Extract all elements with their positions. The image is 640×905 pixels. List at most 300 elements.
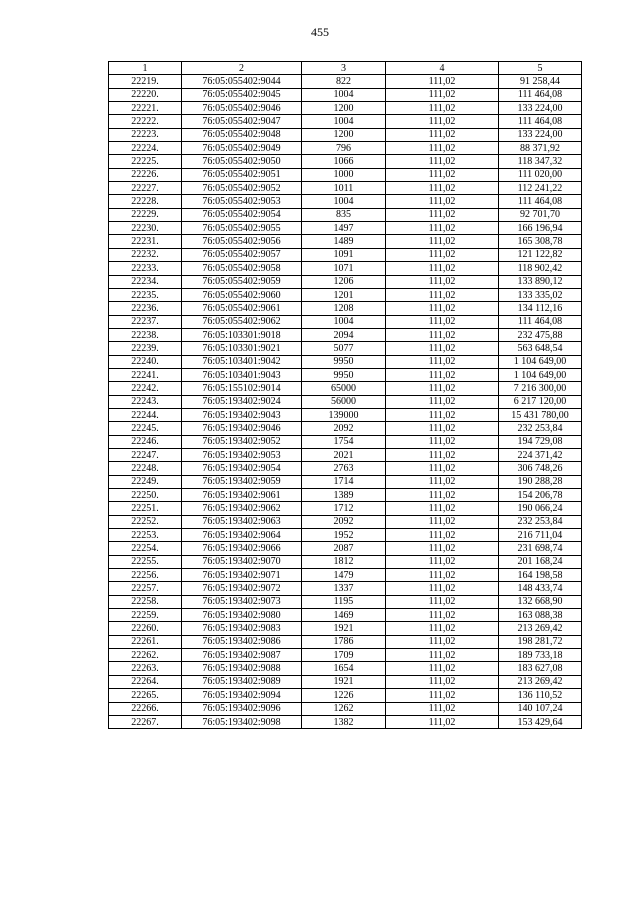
- table-row: [109, 662, 582, 675]
- rate-cell: 111,02: [386, 582, 499, 595]
- row-number-cell: 22253.: [109, 529, 182, 542]
- row-number-cell: 22262.: [109, 649, 182, 662]
- cadastral-number-cell: 76:05:055402:9062: [182, 315, 302, 328]
- row-number-cell: 22223.: [109, 128, 182, 141]
- row-number-cell: 22229.: [109, 208, 182, 221]
- cadastral-number-cell: 76:05:193402:9098: [182, 715, 302, 728]
- value-cell: 194 729,08: [499, 435, 582, 448]
- value-cell: 190 066,24: [499, 502, 582, 515]
- area-cell: 1066: [302, 155, 386, 168]
- value-cell: 183 627,08: [499, 662, 582, 675]
- rate-cell: 111,02: [386, 142, 499, 155]
- cadastral-number-cell: 76:05:193402:9096: [182, 702, 302, 715]
- rate-cell: 111,02: [386, 115, 499, 128]
- area-cell: 1812: [302, 555, 386, 568]
- cadastral-number-cell: 76:05:193402:9086: [182, 635, 302, 648]
- data-table: [108, 61, 582, 729]
- area-cell: 1709: [302, 649, 386, 662]
- row-number-cell: 22245.: [109, 422, 182, 435]
- area-cell: 1712: [302, 502, 386, 515]
- table-row: [109, 128, 582, 141]
- area-cell: 835: [302, 208, 386, 221]
- cadastral-number-cell: 76:05:193402:9052: [182, 435, 302, 448]
- value-cell: 165 308,78: [499, 235, 582, 248]
- cadastral-number-cell: 76:05:055402:9044: [182, 75, 302, 88]
- table-row: [109, 115, 582, 128]
- area-cell: 2092: [302, 515, 386, 528]
- rate-cell: 111,02: [386, 195, 499, 208]
- area-cell: 2087: [302, 542, 386, 555]
- value-cell: 136 110,52: [499, 689, 582, 702]
- rate-cell: 111,02: [386, 408, 499, 421]
- row-number-cell: 22220.: [109, 88, 182, 101]
- area-cell: 1000: [302, 168, 386, 181]
- table-row: [109, 395, 582, 408]
- cadastral-number-cell: 76:05:055402:9056: [182, 235, 302, 248]
- area-cell: 2763: [302, 462, 386, 475]
- table-row: [109, 635, 582, 648]
- cadastral-number-cell: 76:05:055402:9053: [182, 195, 302, 208]
- value-cell: 198 281,72: [499, 635, 582, 648]
- rate-cell: 111,02: [386, 422, 499, 435]
- row-number-cell: 22256.: [109, 569, 182, 582]
- area-cell: 1091: [302, 248, 386, 261]
- rate-cell: 111,02: [386, 288, 499, 301]
- value-cell: 133 335,02: [499, 288, 582, 301]
- table-row: [109, 702, 582, 715]
- cadastral-number-cell: 76:05:103401:9042: [182, 355, 302, 368]
- rate-cell: 111,02: [386, 88, 499, 101]
- area-cell: 1262: [302, 702, 386, 715]
- area-cell: 1004: [302, 115, 386, 128]
- rate-cell: 111,02: [386, 395, 499, 408]
- area-cell: 1479: [302, 569, 386, 582]
- row-number-cell: 22246.: [109, 435, 182, 448]
- rate-cell: 111,02: [386, 368, 499, 381]
- cadastral-number-cell: 76:05:193402:9066: [182, 542, 302, 555]
- cadastral-number-cell: 76:05:193402:9054: [182, 462, 302, 475]
- row-number-cell: 22228.: [109, 195, 182, 208]
- rate-cell: 111,02: [386, 649, 499, 662]
- area-cell: 1952: [302, 529, 386, 542]
- value-cell: 306 748,26: [499, 462, 582, 475]
- rate-cell: 111,02: [386, 208, 499, 221]
- rate-cell: 111,02: [386, 235, 499, 248]
- table-row: [109, 542, 582, 555]
- rate-cell: 111,02: [386, 128, 499, 141]
- row-number-cell: 22219.: [109, 75, 182, 88]
- rate-cell: 111,02: [386, 448, 499, 461]
- value-cell: 7 216 300,00: [499, 382, 582, 395]
- value-cell: 232 253,84: [499, 422, 582, 435]
- rate-cell: 111,02: [386, 275, 499, 288]
- cadastral-number-cell: 76:05:193402:9064: [182, 529, 302, 542]
- column-header-4: 4: [386, 62, 499, 75]
- table-row: [109, 595, 582, 608]
- area-cell: 9950: [302, 368, 386, 381]
- cadastral-number-cell: 76:05:193402:9073: [182, 595, 302, 608]
- row-number-cell: 22250.: [109, 489, 182, 502]
- value-cell: 88 371,92: [499, 142, 582, 155]
- value-cell: 1 104 649,00: [499, 355, 582, 368]
- rate-cell: 111,02: [386, 515, 499, 528]
- cadastral-number-cell: 76:05:193402:9053: [182, 448, 302, 461]
- rate-cell: 111,02: [386, 355, 499, 368]
- value-cell: 133 224,00: [499, 128, 582, 141]
- value-cell: 232 253,84: [499, 515, 582, 528]
- area-cell: 1337: [302, 582, 386, 595]
- value-cell: 133 890,12: [499, 275, 582, 288]
- table-row: [109, 715, 582, 728]
- cadastral-number-cell: 76:05:193402:9046: [182, 422, 302, 435]
- rate-cell: 111,02: [386, 609, 499, 622]
- row-number-cell: 22257.: [109, 582, 182, 595]
- rate-cell: 111,02: [386, 622, 499, 635]
- rate-cell: 111,02: [386, 315, 499, 328]
- cadastral-number-cell: 76:05:055402:9045: [182, 88, 302, 101]
- cadastral-number-cell: 76:05:193402:9043: [182, 408, 302, 421]
- area-cell: 796: [302, 142, 386, 155]
- table-row: [109, 262, 582, 275]
- table-row: [109, 88, 582, 101]
- table-row: [109, 609, 582, 622]
- area-cell: 1714: [302, 475, 386, 488]
- cadastral-number-cell: 76:05:103301:9021: [182, 342, 302, 355]
- row-number-cell: 22233.: [109, 262, 182, 275]
- area-cell: 5077: [302, 342, 386, 355]
- row-number-cell: 22249.: [109, 475, 182, 488]
- value-cell: 213 269,42: [499, 675, 582, 688]
- cadastral-number-cell: 76:05:055402:9047: [182, 115, 302, 128]
- row-number-cell: 22241.: [109, 368, 182, 381]
- table-row: [109, 75, 582, 88]
- row-number-cell: 22226.: [109, 168, 182, 181]
- value-cell: 118 347,32: [499, 155, 582, 168]
- area-cell: 822: [302, 75, 386, 88]
- area-cell: 1206: [302, 275, 386, 288]
- rate-cell: 111,02: [386, 222, 499, 235]
- table-row: [109, 275, 582, 288]
- rate-cell: 111,02: [386, 595, 499, 608]
- rate-cell: 111,02: [386, 675, 499, 688]
- row-number-cell: 22236.: [109, 302, 182, 315]
- value-cell: 231 698,74: [499, 542, 582, 555]
- rate-cell: 111,02: [386, 342, 499, 355]
- rate-cell: 111,02: [386, 328, 499, 341]
- table-row: [109, 555, 582, 568]
- area-cell: 1469: [302, 609, 386, 622]
- table-body: [109, 75, 582, 729]
- cadastral-number-cell: 76:05:103401:9043: [182, 368, 302, 381]
- table-row: [109, 689, 582, 702]
- table-row: [109, 675, 582, 688]
- row-number-cell: 22254.: [109, 542, 182, 555]
- value-cell: 189 733,18: [499, 649, 582, 662]
- area-cell: 1071: [302, 262, 386, 275]
- row-number-cell: 22261.: [109, 635, 182, 648]
- value-cell: 153 429,64: [499, 715, 582, 728]
- row-number-cell: 22227.: [109, 182, 182, 195]
- value-cell: 140 107,24: [499, 702, 582, 715]
- row-number-cell: 22235.: [109, 288, 182, 301]
- row-number-cell: 22265.: [109, 689, 182, 702]
- value-cell: 224 371,42: [499, 448, 582, 461]
- cadastral-number-cell: 76:05:193402:9063: [182, 515, 302, 528]
- cadastral-number-cell: 76:05:055402:9055: [182, 222, 302, 235]
- table-row: [109, 569, 582, 582]
- table-row: [109, 515, 582, 528]
- cadastral-number-cell: 76:05:193402:9062: [182, 502, 302, 515]
- value-cell: 92 701,70: [499, 208, 582, 221]
- value-cell: 111 464,08: [499, 315, 582, 328]
- cadastral-number-cell: 76:05:055402:9052: [182, 182, 302, 195]
- rate-cell: 111,02: [386, 168, 499, 181]
- table-row: [109, 448, 582, 461]
- cadastral-number-cell: 76:05:193402:9059: [182, 475, 302, 488]
- table-row: [109, 368, 582, 381]
- cadastral-number-cell: 76:05:103301:9018: [182, 328, 302, 341]
- row-number-cell: 22224.: [109, 142, 182, 155]
- area-cell: 1208: [302, 302, 386, 315]
- value-cell: 134 112,16: [499, 302, 582, 315]
- rate-cell: 111,02: [386, 435, 499, 448]
- column-header-1: 1: [109, 62, 182, 75]
- cadastral-number-cell: 76:05:055402:9050: [182, 155, 302, 168]
- row-number-cell: 22259.: [109, 609, 182, 622]
- value-cell: 111 464,08: [499, 115, 582, 128]
- cadastral-number-cell: 76:05:193402:9071: [182, 569, 302, 582]
- rate-cell: 111,02: [386, 102, 499, 115]
- value-cell: 164 198,58: [499, 569, 582, 582]
- area-cell: 1921: [302, 675, 386, 688]
- row-number-cell: 22237.: [109, 315, 182, 328]
- table-row: [109, 195, 582, 208]
- value-cell: 201 168,24: [499, 555, 582, 568]
- rate-cell: 111,02: [386, 542, 499, 555]
- area-cell: 1489: [302, 235, 386, 248]
- rate-cell: 111,02: [386, 715, 499, 728]
- value-cell: 216 711,04: [499, 529, 582, 542]
- cadastral-number-cell: 76:05:055402:9051: [182, 168, 302, 181]
- cadastral-number-cell: 76:05:193402:9070: [182, 555, 302, 568]
- table-row: [109, 489, 582, 502]
- row-number-cell: 22243.: [109, 395, 182, 408]
- cadastral-number-cell: 76:05:193402:9080: [182, 609, 302, 622]
- row-number-cell: 22230.: [109, 222, 182, 235]
- cadastral-number-cell: 76:05:055402:9049: [182, 142, 302, 155]
- area-cell: 1195: [302, 595, 386, 608]
- value-cell: 132 668,90: [499, 595, 582, 608]
- cadastral-number-cell: 76:05:193402:9083: [182, 622, 302, 635]
- cadastral-number-cell: 76:05:055402:9060: [182, 288, 302, 301]
- area-cell: 56000: [302, 395, 386, 408]
- area-cell: 1382: [302, 715, 386, 728]
- rate-cell: 111,02: [386, 182, 499, 195]
- row-number-cell: 22252.: [109, 515, 182, 528]
- row-number-cell: 22238.: [109, 328, 182, 341]
- area-cell: 1654: [302, 662, 386, 675]
- table-row: [109, 462, 582, 475]
- cadastral-number-cell: 76:05:193402:9089: [182, 675, 302, 688]
- area-cell: 1201: [302, 288, 386, 301]
- row-number-cell: 22225.: [109, 155, 182, 168]
- value-cell: 112 241,22: [499, 182, 582, 195]
- cadastral-number-cell: 76:05:193402:9088: [182, 662, 302, 675]
- rate-cell: 111,02: [386, 555, 499, 568]
- table-row: [109, 248, 582, 261]
- table-row: [109, 208, 582, 221]
- value-cell: 15 431 780,00: [499, 408, 582, 421]
- column-header-2: 2: [182, 62, 302, 75]
- table-row: [109, 435, 582, 448]
- row-number-cell: 22266.: [109, 702, 182, 715]
- value-cell: 133 224,00: [499, 102, 582, 115]
- row-number-cell: 22221.: [109, 102, 182, 115]
- table-row: [109, 235, 582, 248]
- row-number-cell: 22258.: [109, 595, 182, 608]
- value-cell: 6 217 120,00: [499, 395, 582, 408]
- rate-cell: 111,02: [386, 569, 499, 582]
- rate-cell: 111,02: [386, 502, 499, 515]
- rate-cell: 111,02: [386, 462, 499, 475]
- row-number-cell: 22244.: [109, 408, 182, 421]
- cadastral-number-cell: 76:05:155102:9014: [182, 382, 302, 395]
- page-number: 455: [311, 25, 329, 39]
- area-cell: 1004: [302, 88, 386, 101]
- cadastral-number-cell: 76:05:055402:9059: [182, 275, 302, 288]
- table-row: [109, 649, 582, 662]
- table-row: [109, 408, 582, 421]
- cadastral-number-cell: 76:05:055402:9054: [182, 208, 302, 221]
- value-cell: 118 902,42: [499, 262, 582, 275]
- table-row: [109, 422, 582, 435]
- rate-cell: 111,02: [386, 262, 499, 275]
- area-cell: 1389: [302, 489, 386, 502]
- cadastral-number-cell: 76:05:055402:9061: [182, 302, 302, 315]
- table-row: [109, 302, 582, 315]
- table-row: [109, 342, 582, 355]
- row-number-cell: 22255.: [109, 555, 182, 568]
- table-row: [109, 529, 582, 542]
- table-row: [109, 102, 582, 115]
- row-number-cell: 22232.: [109, 248, 182, 261]
- table-row: [109, 355, 582, 368]
- table-row: [109, 502, 582, 515]
- area-cell: 1004: [302, 195, 386, 208]
- row-number-cell: 22222.: [109, 115, 182, 128]
- row-number-cell: 22248.: [109, 462, 182, 475]
- value-cell: 163 088,38: [499, 609, 582, 622]
- area-cell: 2021: [302, 448, 386, 461]
- area-cell: 139000: [302, 408, 386, 421]
- column-header-5: 5: [499, 62, 582, 75]
- row-number-cell: 22240.: [109, 355, 182, 368]
- table-row: [109, 288, 582, 301]
- row-number-cell: 22231.: [109, 235, 182, 248]
- cadastral-number-cell: 76:05:193402:9087: [182, 649, 302, 662]
- cadastral-number-cell: 76:05:193402:9024: [182, 395, 302, 408]
- area-cell: 1921: [302, 622, 386, 635]
- table-row: [109, 182, 582, 195]
- table-row: [109, 168, 582, 181]
- value-cell: 166 196,94: [499, 222, 582, 235]
- rate-cell: 111,02: [386, 475, 499, 488]
- rate-cell: 111,02: [386, 248, 499, 261]
- value-cell: 111 464,08: [499, 88, 582, 101]
- table-row: [109, 142, 582, 155]
- cadastral-number-cell: 76:05:193402:9094: [182, 689, 302, 702]
- rate-cell: 111,02: [386, 702, 499, 715]
- row-number-cell: 22267.: [109, 715, 182, 728]
- table-row: [109, 315, 582, 328]
- value-cell: 213 269,42: [499, 622, 582, 635]
- value-cell: 154 206,78: [499, 489, 582, 502]
- value-cell: 111 464,08: [499, 195, 582, 208]
- area-cell: 1226: [302, 689, 386, 702]
- row-number-cell: 22264.: [109, 675, 182, 688]
- row-number-cell: 22242.: [109, 382, 182, 395]
- area-cell: 1786: [302, 635, 386, 648]
- rate-cell: 111,02: [386, 155, 499, 168]
- table-row: [109, 222, 582, 235]
- area-cell: 1754: [302, 435, 386, 448]
- cadastral-number-cell: 76:05:055402:9046: [182, 102, 302, 115]
- cadastral-number-cell: 76:05:055402:9048: [182, 128, 302, 141]
- area-cell: 1200: [302, 102, 386, 115]
- table-row: [109, 622, 582, 635]
- rate-cell: 111,02: [386, 689, 499, 702]
- row-number-cell: 22263.: [109, 662, 182, 675]
- area-cell: 9950: [302, 355, 386, 368]
- table-row: [109, 382, 582, 395]
- value-cell: 121 122,82: [499, 248, 582, 261]
- row-number-cell: 22234.: [109, 275, 182, 288]
- table-row: [109, 475, 582, 488]
- area-cell: 1004: [302, 315, 386, 328]
- row-number-cell: 22239.: [109, 342, 182, 355]
- area-cell: 1200: [302, 128, 386, 141]
- value-cell: 190 288,28: [499, 475, 582, 488]
- row-number-cell: 22247.: [109, 448, 182, 461]
- area-cell: 65000: [302, 382, 386, 395]
- rate-cell: 111,02: [386, 302, 499, 315]
- value-cell: 148 433,74: [499, 582, 582, 595]
- area-cell: 1497: [302, 222, 386, 235]
- header-row: [109, 62, 582, 75]
- table-row: [109, 328, 582, 341]
- table-row: [109, 582, 582, 595]
- row-number-cell: 22251.: [109, 502, 182, 515]
- cadastral-number-cell: 76:05:193402:9072: [182, 582, 302, 595]
- cadastral-number-cell: 76:05:055402:9058: [182, 262, 302, 275]
- area-cell: 1011: [302, 182, 386, 195]
- rate-cell: 111,02: [386, 529, 499, 542]
- value-cell: 111 020,00: [499, 168, 582, 181]
- value-cell: 1 104 649,00: [499, 368, 582, 381]
- rate-cell: 111,02: [386, 75, 499, 88]
- area-cell: 2094: [302, 328, 386, 341]
- rate-cell: 111,02: [386, 382, 499, 395]
- value-cell: 232 475,88: [499, 328, 582, 341]
- rate-cell: 111,02: [386, 489, 499, 502]
- area-cell: 2092: [302, 422, 386, 435]
- cadastral-number-cell: 76:05:193402:9061: [182, 489, 302, 502]
- table-row: [109, 155, 582, 168]
- column-header-3: 3: [302, 62, 386, 75]
- row-number-cell: 22260.: [109, 622, 182, 635]
- rate-cell: 111,02: [386, 662, 499, 675]
- cadastral-number-cell: 76:05:055402:9057: [182, 248, 302, 261]
